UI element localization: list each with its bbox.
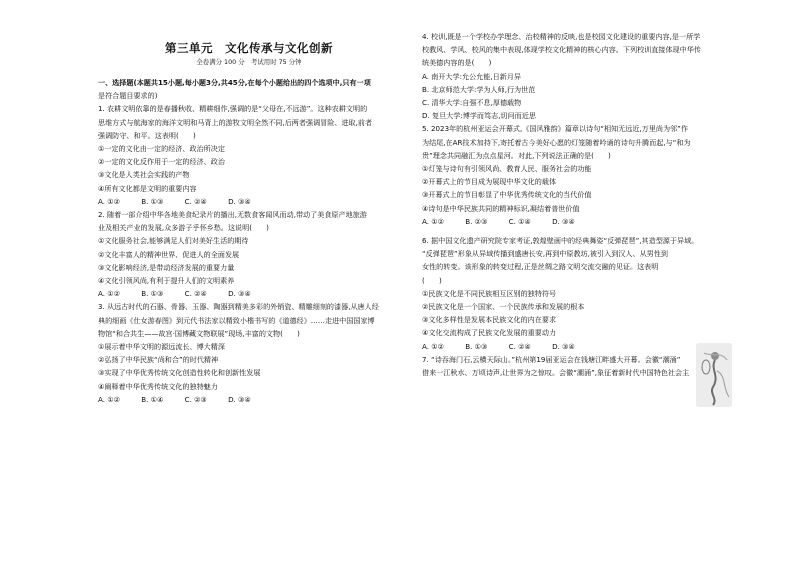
left_lines-text-line: A. ①② B. ①④ C. ②③ D. ③④ [98, 394, 251, 404]
right_lines-text-line: 4. 校训,既是一个学校办学理念、治校精神的反映,也是校园文化建设的重要内容,是一所学 [422, 32, 701, 41]
left_lines-text-line: 是符合题目要求的) [98, 91, 158, 101]
left_lines-text-line: ②弘扬了中华民族“尚和合”的时代精神 [98, 355, 219, 365]
left_lines-text-line: ④文化引领风尚,有利于提升人们的文明素养 [98, 276, 235, 286]
left_lines-text-line: 典的细画《仕女游春图》到元代书法家以精致小楷书写的《道德经》……走进中国国家博 [98, 315, 375, 325]
right_lines-text-line: ③开幕式上的节目彰显了中华优秀传统文化的当代价值 [422, 190, 592, 200]
right_lines-text-line: ④文化交流构成了民族文化发展的重要动力 [422, 328, 557, 338]
right_lines-text-line: A. ①② B. ①③ C. ②④ D. ③④ [422, 341, 575, 351]
right_lines-text-line: ①灯笼与诗句有引领风尚、教育人民、服务社会的功能 [422, 164, 592, 174]
exam-meta: 全卷满分 100 分 考试用时 75 分钟 [196, 58, 302, 66]
left_lines-text-line: A. ①② B. ①③ C. ②④ D. ③④ [98, 289, 251, 299]
left_lines-text-line: 思维方式与航海家的海洋文明和马背上的游牧文明全然不同,后两者强调冒险、进取,前者 [98, 117, 373, 127]
right_lines-text-line: “反弹琵琶”形象从异域传播到盛唐长安,再到中原教坊,被引入到汉人、从男性到 [422, 249, 668, 259]
left_lines-text-line: ①展示着中华文明的源远流长、博大精深 [98, 342, 225, 352]
left_lines-text-line: 业及相关产业的发展,众多游子乎怀乡愁。这说明( ) [98, 223, 269, 233]
left_lines-text-line: ②一定的文化反作用于一定的经济、政治 [98, 157, 225, 167]
right_lines-text-line: 7. “诗吞海门石,云横天际山。”杭州第19届亚运会在钱塘江畔盛大开幕。会徽“潮涌” [422, 354, 681, 364]
exam-paper [6, 4, 788, 558]
left_lines-text-line: ③文化是人类社会实践的产物 [98, 170, 190, 180]
right_lines-text-line: 5. 2023年的杭州亚运会开幕式,《国风雅韵》篇章以诗句“相知无远近,万里尚为邻”作 [422, 124, 688, 134]
right_lines-text-line: A. 南开大学:允公允能,日新月异 [422, 71, 522, 81]
left-column [98, 76, 400, 406]
right_lines-text-line: 6. 据中国文化遗产研究院专家考证,敦煌壁画中的经典舞姿“反弹琵琶”,其造型源于异域。 [422, 236, 699, 246]
right-column [422, 30, 722, 379]
page-title: 第三单元 文化传承与文化创新 [165, 41, 333, 55]
left_lines-text-line: 物馆“和合共生——故宫·国博藏文物联展”现场,丰富的文物( ) [98, 328, 300, 338]
right_lines-text-line: C. 清华大学:自强不息,厚德载物 [422, 98, 522, 108]
left_lines-text-line: ③实现了中华优秀传统文化创造性转化和创新性发展 [98, 368, 261, 378]
right_lines-text-line: ( ) [422, 275, 442, 285]
right_lines-text-line: 校教风、学风、校风的集中表现,体现学校文化精神的核心内容。下列校训直接体现中华传 [422, 45, 701, 55]
dancer-figure-icon [696, 343, 732, 407]
left_lines-text-line: A. ①② B. ①③ C. ②④ D. ③④ [98, 196, 251, 206]
right_lines-text-line: 女性的转变。该形象的转变过程,正是丝绸之路文明交流交融的见证。这表明 [422, 262, 659, 272]
right_lines-text-line: ④诗句是中华民族共同的精神标识,凝结着普世价值 [422, 203, 580, 213]
right_lines-text-line: ②开幕式上的节目成为展现中华文化的载体 [422, 177, 557, 187]
left_lines-text-line: ②文化丰富人的精神世界、促进人的全面发展 [98, 249, 240, 259]
right_lines-text-line: 贵”理念共同融汇为点点星河。对此,下列说法正确的是( ) [422, 150, 611, 160]
right_lines-text-line: ③文化多样性是发展本民族文化的内在要求 [422, 315, 557, 325]
left_lines-text-line: ④所有文化都是文明的重要内容 [98, 183, 197, 193]
left_lines-text-line: ①文化服务社会,能够满足人们对美好生活的期待 [98, 236, 249, 246]
right_lines-text-line: ①民族文化是不同民族相互区别的独特符号 [422, 288, 557, 298]
right_lines-text-line: 统美德内容的是( ) [422, 58, 492, 68]
left_lines-text-line: ①一定的文化由一定的经济、政治所决定 [98, 144, 225, 154]
left_lines-text-line: 强调防守、和平。这表明( ) [98, 130, 196, 140]
left_lines-text-line: 2. 随着一部介绍中华各地美食纪录片的播出,无数食客闻风而动,带动了美食原产地旅游 [98, 210, 367, 220]
left_lines-text-line: 3. 从远古时代的石器、骨器、玉器、陶器到精美多彩的外销瓷、精雕细刻的漆器,从唐人经 [98, 302, 379, 312]
dunhuang-fresco-image [696, 343, 732, 407]
right_lines-text-line: D. 复旦大学:博学而笃志,切问而近思 [422, 111, 536, 121]
left_lines-text-line: 1. 农耕文明依靠的是春播秋收、精耕细作,强调的是“父母在,不远游”。这种农耕文明的 [98, 104, 368, 114]
right_lines-text-line: B. 北京师范大学:学为人师,行为世范 [422, 84, 536, 94]
left_lines-text-line: 一、选择题(本题共15小题,每小题3分,共45分,在每个小题给出的四个选项中,只有一项 [98, 78, 371, 87]
right_lines-text-line: 借来一江秋水、万顷诗声,让世界为之惊叹。会徽“潮涌”,象征着新时代中国特色社会主 [422, 368, 690, 378]
right_lines-text-line: ②民族文化是一个国家、一个民族传承和发展的根本 [422, 302, 585, 312]
right_lines-text-line: A. ①② B. ②③ C. ①④ D. ③④ [422, 216, 575, 226]
right_lines-text-line: 为结尾,在AR技术加持下,寄托着古今美好心愿的灯笼随着吟诵的诗句升腾而起,与“和为 [422, 137, 691, 147]
left_lines-text-line: ④阐释着中华优秀传统文化的独特魅力 [98, 381, 218, 391]
left_lines-text-line: ③文化影响经济,是带动经济发展的重要力量 [98, 262, 235, 272]
